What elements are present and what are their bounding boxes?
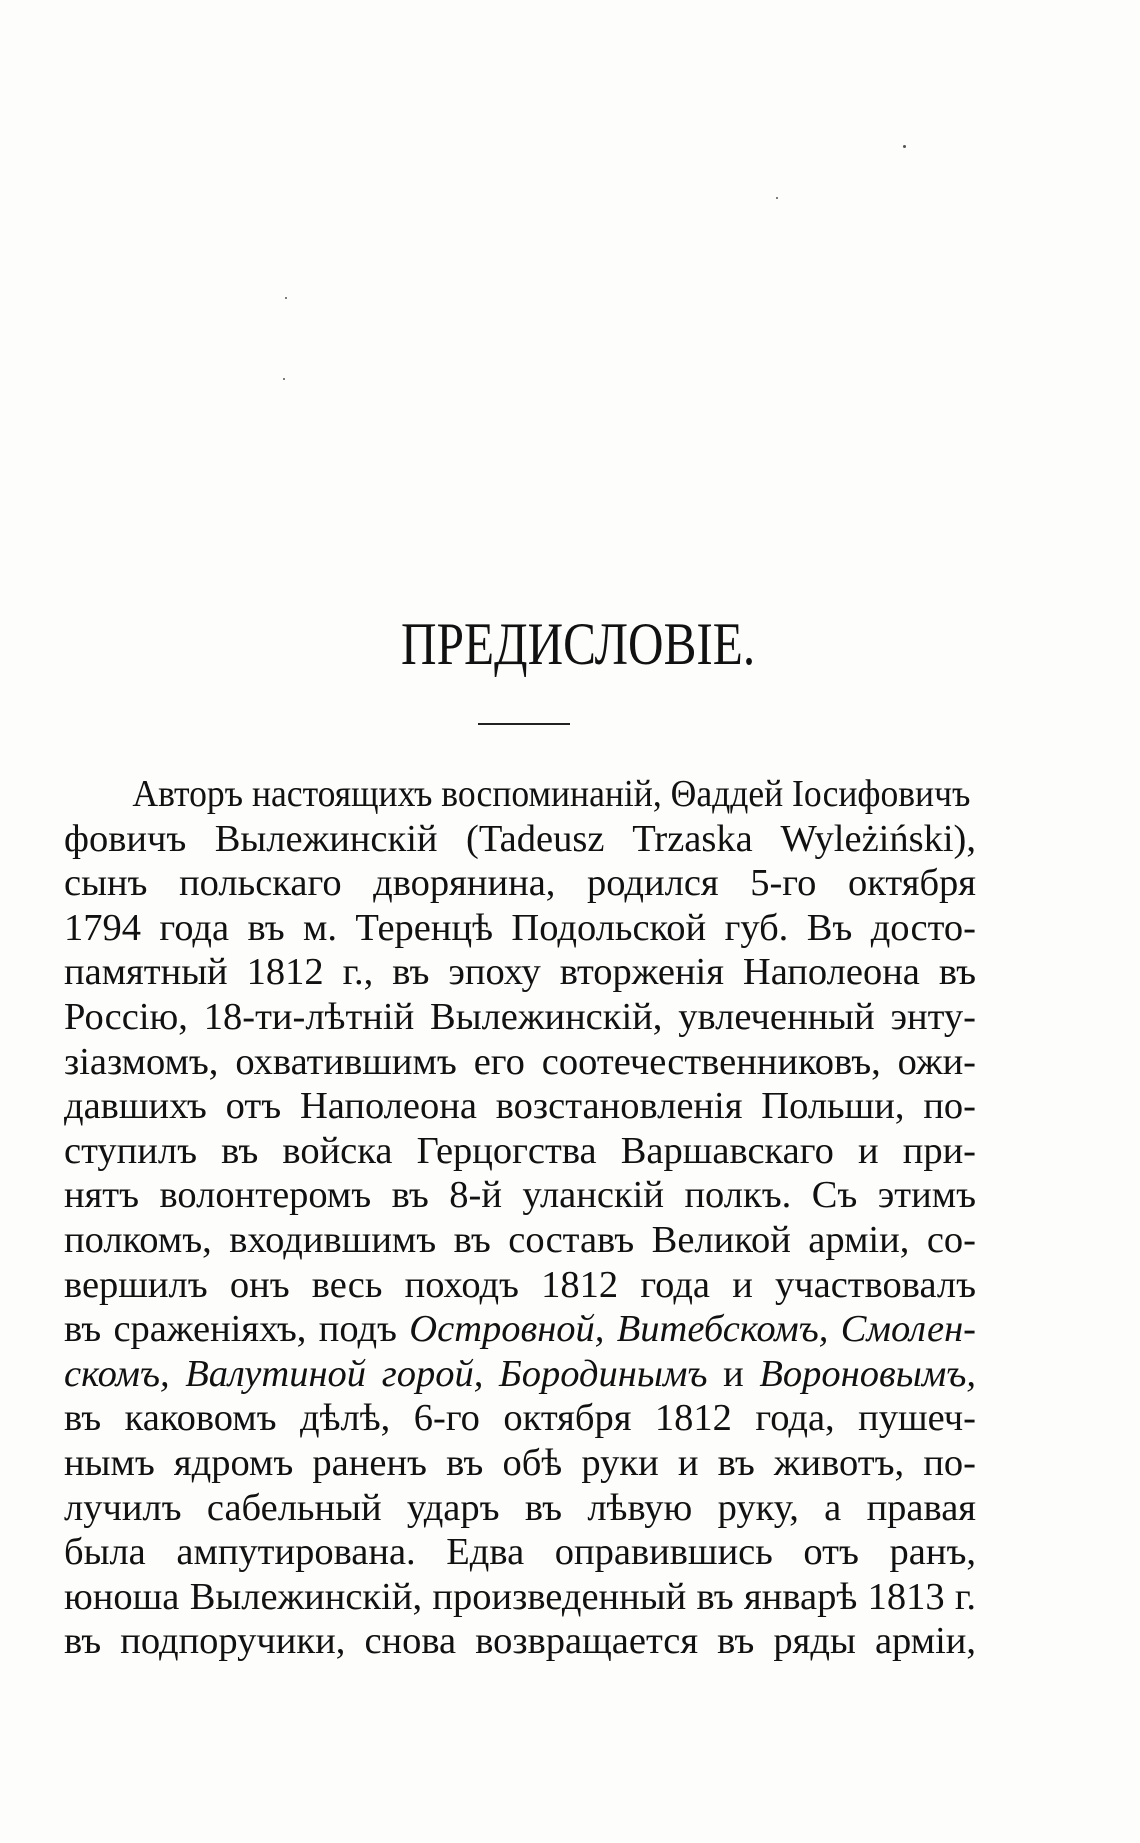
text-run: 1794 года въ м. Теренцѣ Подольской губ. Въ досто- [64,906,976,949]
text-line [64,1396,976,1441]
text-run: полкомъ, входившимъ въ составъ Великой арміи, со- [64,1218,976,1261]
text-line [64,1040,976,1085]
text-run: зіазмомъ, охватившимъ его соотечественниковъ, ожи- [64,1040,976,1083]
text-line [64,1352,976,1397]
text-line [64,1084,976,1129]
print-speck [903,145,906,148]
text-run: нымъ ядромъ раненъ въ обѣ руки и въ животъ, по- [64,1441,976,1484]
text-line [64,1530,976,1575]
text-run: Россію, 18-ти-лѣтній Вылежинскій, увлеченный энту- [64,995,976,1038]
text-run: Авторъ настоящихъ воспоминаній, Θаддей Іосифовичъ [132,773,971,815]
print-speck [285,297,287,299]
italic-text-run: скомъ, Валутиной горой, Бородинымъ [64,1352,708,1395]
text-run: въ сраженіяхъ, подъ [64,1308,410,1351]
text-line [64,1575,976,1620]
print-speck [283,378,285,380]
text-run: фовичъ Вылежинскій (Tadeusz Trzaska Wyleżiński), [64,817,976,860]
text-line [64,1441,976,1486]
text-line [64,1263,976,1308]
text-line [64,1218,976,1263]
text-run: памятный 1812 г., въ эпоху вторженія Наполеона въ [64,951,976,994]
italic-text-run: Вороновымъ, [759,1352,976,1395]
title-rule [478,723,570,725]
text-run: вершилъ онъ весь походъ 1812 года и участвовалъ [64,1263,976,1306]
page-title: ПРЕДИСЛОВІЕ. [401,611,756,677]
text-run: нятъ волонтеромъ въ 8-й уланскій полкъ. Съ этимъ [64,1174,976,1217]
text-line [64,995,976,1040]
text-line [64,772,971,817]
text-line [64,1129,976,1174]
text-run: сынъ польскаго дворянина, родился 5-го октября [64,862,976,905]
text-line [64,817,976,862]
text-line [64,1619,976,1664]
text-line [64,1486,976,1531]
text-run: давшихъ отъ Наполеона возстановленія Польши, по- [64,1085,976,1128]
text-line [64,1173,976,1218]
print-speck [776,197,778,199]
preface-paragraph [64,772,976,1664]
text-line [64,906,976,951]
text-run: въ подпоручики, снова возвращается въ ряды арміи, [64,1620,976,1663]
italic-text-run: Островной, Витебскомъ, Смолен- [409,1308,976,1351]
text-run: и [707,1352,760,1395]
text-line [64,861,976,906]
text-run: юноша Вылежинскій, произведенный въ январѣ 1813 г. [64,1575,976,1618]
text-run: въ каковомъ дѣлѣ, 6-го октября 1812 года, пушеч- [64,1397,976,1440]
text-line [64,950,976,995]
text-run: лучилъ сабельный ударъ въ лѣвую руку, а правая [64,1486,976,1529]
text-run: была ампутирована. Едва оправившись отъ ранъ, [64,1531,976,1574]
text-line [64,1307,976,1352]
text-run: ступилъ въ войска Герцогства Варшавскаго и при- [64,1129,976,1172]
